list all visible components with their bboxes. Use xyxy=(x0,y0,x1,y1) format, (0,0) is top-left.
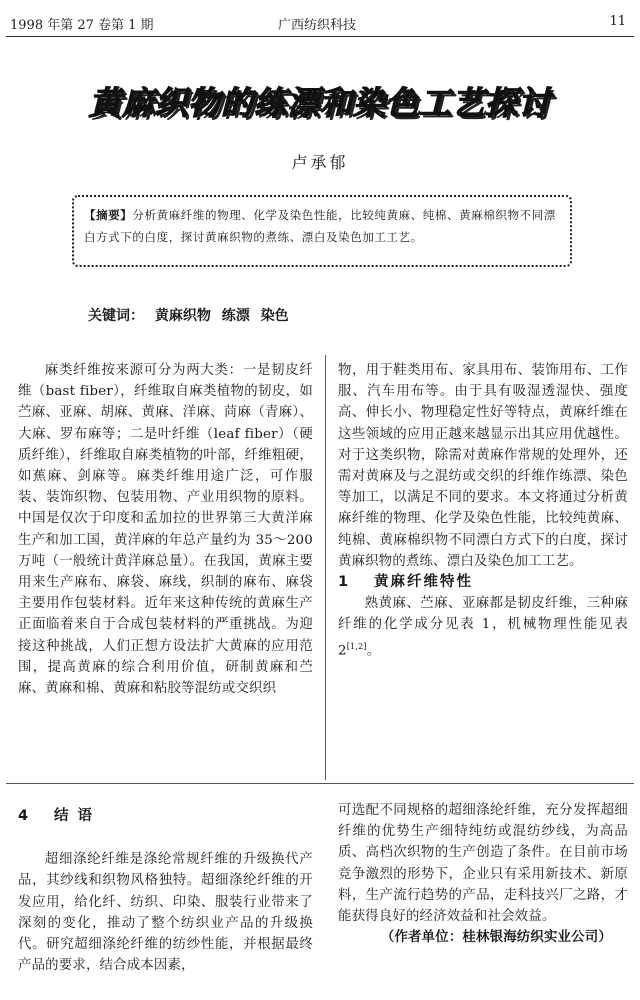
section-divider xyxy=(6,783,634,784)
author: 卢承郁 xyxy=(291,153,349,172)
section-title: 黄麻纤维特性 xyxy=(374,574,473,591)
abstract-label: 【摘要】 xyxy=(84,208,133,222)
left-column xyxy=(18,360,313,699)
journal-name: 广西纺织科技 xyxy=(278,18,357,33)
author-affiliation: （作者单位：桂林银海纺织实业公司） xyxy=(380,929,612,946)
page-number: 11 xyxy=(609,14,626,29)
conclusion-paragraph: 超细涤纶纤维是涤纶常规纤维的升级换代产品，其纱线和织物风格独特。超细涤纶纤维的开发应用，给化纤、纺织、印染、服装行业带来了深刻的变化，推动了整个纺织业产品的升级换代。研究超细涤纶纤维的纺纱性能，并根据最终产品的要求，结合成本因素， xyxy=(18,852,313,974)
bottom-right-column xyxy=(338,800,628,948)
bottom-left-column xyxy=(18,790,313,976)
section-number: 1 xyxy=(338,574,351,591)
section-number: 4 xyxy=(18,808,31,824)
conclusion-paragraph-continued: 可选配不同规格的超细涤纶纤维，充分发挥超细纤维的优势生产细特纯纺或混纺纱线，为高品质、高档次织物的生产创造了条件。在目前市场竞争激烈的形势下，企业只有采用新技术、新原料，生产流行趋势的产品，走科技兴厂之路，才能获得良好的经济效益和社会效益。 xyxy=(338,803,628,925)
section-1-paragraph xyxy=(338,593,628,661)
journal-issue: 1998 年第 27 卷第 1 期 xyxy=(10,18,154,33)
section-title: 结 语 xyxy=(54,808,95,824)
right-column xyxy=(338,360,628,661)
section-1-end: 。 xyxy=(366,643,381,659)
article-title: 黄麻织物的练漂和染色工艺探讨 xyxy=(88,84,551,122)
intro-paragraph-continued: 物，用于鞋类用布、家具用布、装饰用布、工作服、汽车用布等。由于具有吸湿透湿快、强度高、伸长小、物理稳定性好等特点，黄麻纤维在这些领域的应用正越来越显示出其应用优越性。对于这类织物，除需对黄麻作常规的处理外，还需对黄麻及与之混纺或交织的纤维作练漂、染色等加工，以满足不同的要求。本文将通过分析黄麻纤维的物理、化学及染色性能，比较纯黄麻、纯棉、黄麻棉织物不同漂白方式下的白度，探讨黄麻织物的煮练、漂白及染色加工工艺。 xyxy=(338,363,628,569)
citation-ref: [1,2] xyxy=(346,641,367,651)
keywords: 关键词： 黄麻织物 练漂 染色 xyxy=(88,308,289,324)
abstract-text: 分析黄麻纤维的物理、化学及染色性能，比较纯黄麻、纯棉、黄麻棉织物不同漂白方式下的白度，探讨黄麻织物的煮练、漂白及染色加工工艺。 xyxy=(84,208,556,244)
header-rule xyxy=(6,36,634,37)
intro-paragraph: 麻类纤维按来源可分为两大类：一是韧皮纤维（bast fiber），纤维取自麻类植物的韧皮，如苎麻、亚麻、胡麻、黄麻、洋麻、苘麻（青麻）、大麻、罗布麻等；二是叶纤维（leaf fiber）（硬质纤维），纤维取自麻类植物的叶部，纤维粗硬，如蕉麻、剑麻等。麻类纤维用途广泛，可作服装、装饰织物、包装用物、产业用织物的原料。中国是仅次于印度和孟加拉的世界第三大黄洋麻生产和加工国，黄洋麻的年总产量约为 35～200 万吨（一般统计黄洋麻总量）。在我国，黄麻主要用来生产麻布、麻袋、麻线，织制的麻布、麻袋主要用作包装材料。近年来这种传统的黄麻生产正面临着来自于合成包装材料的严重挑战。为迎接这种挑战，人们正想方设法扩大黄麻的应用范围，提高黄麻的综合利用价值，研制黄麻和苎麻、黄麻和棉、黄麻和粘胶等混纺或交织织 xyxy=(18,363,313,697)
column-divider xyxy=(325,355,326,780)
section-1-text: 熟黄麻、苎麻、亚麻都是韧皮纤维，三种麻纤维的化学成分见表 1，机械物理性能见表 2 xyxy=(338,596,628,659)
section-heading-1 xyxy=(338,572,628,593)
abstract-box xyxy=(72,195,572,267)
running-header xyxy=(0,12,640,34)
section-heading-4 xyxy=(18,806,313,827)
